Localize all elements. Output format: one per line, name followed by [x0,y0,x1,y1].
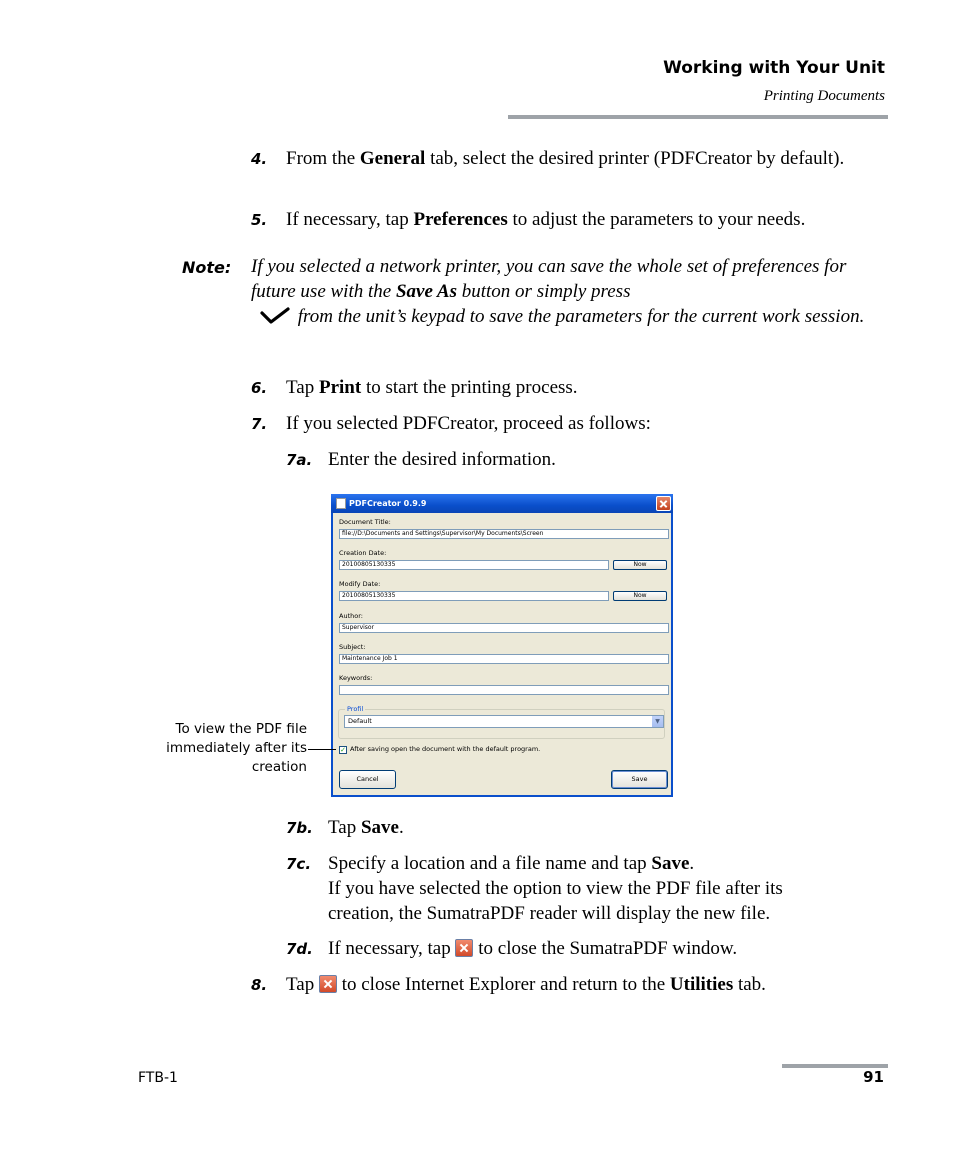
step-7d-text: If necessary, tap to close the SumatraPDF window. [328,938,738,959]
pdfcreator-app-icon [336,498,346,509]
running-header-subtitle: Printing Documents [763,88,885,104]
note-label: Note: [182,258,232,277]
step-6-number: 6. [251,379,268,397]
profile-select-value: Default [348,717,372,725]
open-after-save-label: After saving open the document with the default program. [350,745,541,753]
close-window-icon [455,939,473,957]
creation-date-input[interactable]: 20100805130335 [339,560,609,570]
header-rule [508,115,888,119]
modify-date-input[interactable]: 20100805130335 [339,591,609,601]
author-label: Author: [339,612,363,620]
step-8-text: Tap to close Internet Explorer and return to the Utilities tab. [286,974,766,995]
running-header-title: Working with Your Unit [663,58,885,78]
step-7c-number: 7c. [286,855,312,873]
modify-date-label: Modify Date: [339,580,381,588]
note-text: If you selected a network printer, you can save the whole set of preferences for future use with the Save As button or simply press from the unit’s keypad to save the parameters for the current work session. [251,256,865,327]
callout-text: To view the PDF file immediately after its creation [166,721,307,775]
page-number: 91 [863,1068,884,1086]
pdfcreator-dialog [331,494,673,797]
chevron-down-icon[interactable]: ▼ [652,716,663,727]
callout-leader-line [308,749,336,750]
step-7a-number: 7a. [286,451,313,469]
document-title-label: Document Title: [339,518,391,526]
step-7-number: 7. [251,415,268,433]
footer-doc-id: FTB-1 [138,1070,178,1086]
creation-date-label: Creation Date: [339,549,387,557]
save-button[interactable]: Save [611,770,668,789]
step-5-number: 5. [251,211,268,229]
profile-group-label: Profil [347,705,364,713]
profile-select[interactable] [344,715,664,728]
author-input[interactable]: Supervisor [339,623,669,633]
step-4-text: From the General tab, select the desired printer (PDFCreator by default). [286,148,845,169]
dialog-titlebar [331,494,673,513]
open-after-save-checkbox[interactable]: ✓ [340,746,346,754]
step-7-text: If you selected PDFCreator, proceed as follows: [286,413,651,434]
step-7b-number: 7b. [286,819,313,837]
step-7c-text: Specify a location and a file name and tap Save. If you have selected the option to view the PDF file after its creation, the SumatraPDF reader will display the new file. [328,853,783,924]
keywords-label: Keywords: [339,674,373,682]
step-4-number: 4. [251,150,268,168]
subject-label: Subject: [339,643,366,651]
close-window-icon [319,975,337,993]
step-7b-text: Tap Save. [328,817,404,838]
cancel-button[interactable]: Cancel [339,770,396,789]
checkmark-key-icon [255,306,293,326]
dialog-title: PDFCreator 0.9.9 [349,499,427,508]
keywords-input[interactable] [339,685,669,695]
document-title-input[interactable]: file://D:\Documents and Settings\Supervisor\My Documents\Screen [339,529,669,539]
creation-date-now-button[interactable]: Now [613,560,667,570]
step-5-text: If necessary, tap Preferences to adjust the parameters to your needs. [286,209,806,230]
step-6-text: Tap Print to start the printing process. [286,377,578,398]
subject-input[interactable]: Maintenance Job 1 [339,654,669,664]
dialog-close-button[interactable] [656,496,671,511]
step-7d-number: 7d. [286,940,313,958]
step-7a-text: Enter the desired information. [328,449,556,470]
modify-date-now-button[interactable]: Now [613,591,667,601]
step-8-number: 8. [251,976,268,994]
